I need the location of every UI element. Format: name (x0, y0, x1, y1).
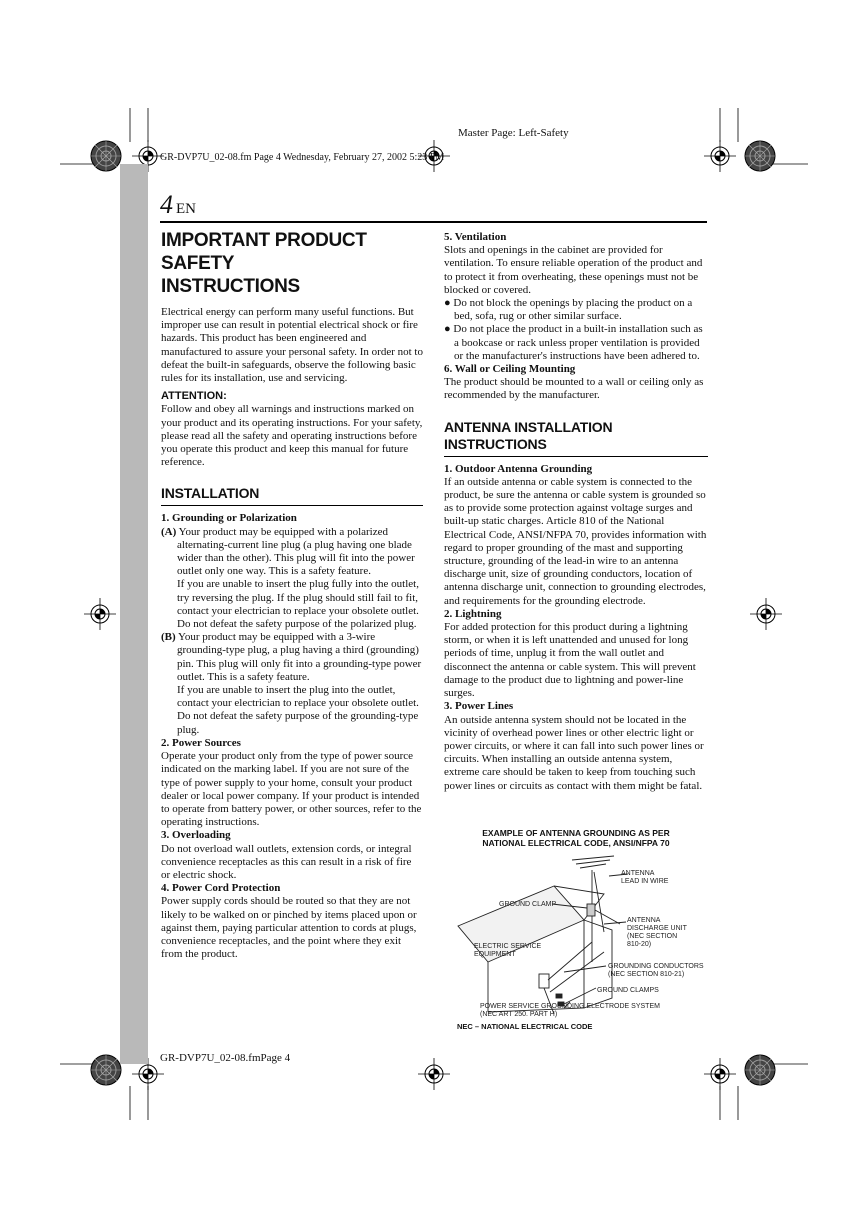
label-ground-clamp: GROUND CLAMP (499, 901, 557, 908)
power-cord-text: Power supply cords should be routed so that they are not likely to be walked on or pinched by items placed upon or against them, paying particular attention to cords at plugs, convenience receptacles, and the point where they exit from the product. (161, 895, 417, 961)
grounding-item-b-cont: If you are unable to insert the plug into the outlet, contact your electrician to replace your obsolete outlet. Do not defeat the safety purpose of the grounding-type plug. (177, 684, 419, 736)
label-service-equipment: ELECTRIC SERVICE EQUIPMENT (474, 943, 542, 958)
label-discharge-unit: ANTENNA DISCHARGE UNIT (NEC SECTION 810-20) (627, 917, 687, 948)
section-grounding-title: 1. Grounding or Polarization (161, 512, 297, 525)
ventilation-bullet-2: ● Do not place the product in a built-in installation such as a bookcase or rack unless proper ventilation is provided or the manufacturer's instructions have been adhered to. (444, 323, 703, 362)
nec-note: NEC – NATIONAL ELECTRICAL CODE (457, 1022, 593, 1031)
page-language: EN (176, 201, 196, 217)
ventilation-text: Slots and openings in the cabinet are provided for ventilation. To ensure reliable operation of the product and to protect it from overheating, these openings must not be blocked or covered. (444, 244, 703, 296)
footer-file-page: GR-DVP7U_02-08.fmPage 4 (160, 1052, 291, 1064)
label-grounding-conductors: GROUNDING CONDUCTORS (NEC SECTION 810-21) (608, 963, 704, 978)
intro-paragraph: Electrical energy can perform many useful functions. But improper use can result in potential electrical shock or fire hazards. This product has been engineered and manufactured to assure your personal safety. In order not to defeat the built-in safeguards, observe the following basic rules for its installation, use and servicing. (161, 306, 423, 385)
side-tab-bar (120, 164, 148, 1064)
lightning-text: For added protection for this product during a lightning storm, or when it is left unattended and unused for long periods of time, unplug it from the wall outlet and disconnect the antenna or cable system. This will prevent damage to the product due to lightning and power-line surges. (444, 621, 696, 700)
label-ground-clamps: GROUND CLAMPS (597, 987, 659, 994)
section-outdoor-grounding-title: 1. Outdoor Antenna Grounding (444, 462, 593, 475)
left-column (161, 229, 423, 961)
section-power-sources-title: 2. Power Sources (161, 736, 241, 749)
section-mounting-title: 6. Wall or Ceiling Mounting (444, 363, 576, 376)
power-lines-text: An outside antenna system should not be located in the vicinity of overhead power lines or other electric light or power circuits, or where it can fall into such power lines or circuits. When installing an outside antenna system, extreme care should be taken to keep from touching such power lines or circuits as contact with them might be fatal. (444, 713, 704, 792)
installation-heading: INSTALLATION (161, 485, 423, 506)
grounding-item-b: (B) Your product may be equipped with a 3-wire grounding-type plug, a plug having a third (grounding) pin. This plug will only fit into a grounding-type power outlet. This is a safety feature. (161, 631, 422, 683)
section-ventilation-title: 5. Ventilation (444, 231, 507, 243)
power-sources-text: Operate your product only from the type of power source indicated on the marking label. If you are not sure of the type of power supply to your home, consult your product dealer or local power company. If your product is intended to operate from battery power, or other sources, refer to the operating instructions. (161, 750, 422, 829)
ventilation-bullet-1: ● Do not block the openings by placing the product on a bed, sofa, rug or other similar surface. (444, 297, 693, 323)
file-info-line: GR-DVP7U_02-08.fm Page 4 Wednesday, February 27, 2002 5:23 PM (160, 152, 445, 163)
page-number (160, 190, 196, 220)
grounding-item-a: (A) Your product may be equipped with a polarized alternating-current line plug (a plug having one blade wider than the other). This plug will fit into the power outlet only one way. This is a safety feature. (161, 525, 415, 578)
attention-label: ATTENTION: (161, 390, 227, 403)
section-power-lines-title: 3. Power Lines (444, 700, 514, 713)
figure-title: EXAMPLE OF ANTENNA GROUNDING AS PER NATIONAL ELECTRICAL CODE, ANSI/NFPA 70 (482, 828, 670, 848)
section-overloading-title: 3. Overloading (161, 829, 231, 842)
page-number-digit: 4 (160, 190, 173, 219)
label-electrode-system: POWER SERVICE GROUNDING ELECTRODE SYSTEM (NEC ART 250. PART H) (480, 1003, 660, 1018)
section-power-cord-title: 4. Power Cord Protection (161, 882, 281, 895)
attention-text: Follow and obey all warnings and instructions marked on your product and its operating instructions. For your safety, please read all the safety and operating instructions before you operate this product and keep this manual for future reference. (161, 403, 423, 469)
outdoor-grounding-text: If an outside antenna or cable system is connected to the product, be sure the antenna or cable system is grounded so as to provide some protection against voltage surges and built-up static charges. Article 810 of the National Electrical Code, ANSI/NFPA 70, provides information with regard to proper grounding of the mast and supporting structure, grounding of the lead-in wire to an antenna discharge unit, size of grounding conductors, location of antenna discharge unit, connection to grounding electrodes, and requirements for the grounding electrode. (444, 475, 707, 607)
master-page-label: Master Page: Left-Safety (458, 127, 569, 139)
overloading-text: Do not overload wall outlets, extension cords, or integral convenience receptacles as this can result in a risk of fire or electric shock. (161, 842, 412, 881)
antenna-grounding-figure (444, 828, 708, 848)
grounding-item-a-cont: If you are unable to insert the plug fully into the outlet, try reversing the plug. If the plug should still fail to fit, contact your electrician to replace your obsolete outlet. Do not defeat the safety purpose of the polarized plug. (177, 578, 419, 631)
mounting-text: The product should be mounted to a wall or ceiling only as recommended by the manufacturer. (444, 376, 704, 402)
antenna-grounding-diagram (444, 852, 708, 1020)
right-column (444, 231, 708, 793)
antenna-heading: ANTENNA INSTALLATION INSTRUCTIONS (444, 419, 708, 457)
page-title: IMPORTANT PRODUCT SAFETY INSTRUCTIONS (161, 230, 367, 297)
header-rule (160, 221, 707, 223)
section-lightning-title: 2. Lightning (444, 607, 502, 620)
label-antenna-lead-in: ANTENNA LEAD IN WIRE (621, 870, 669, 885)
